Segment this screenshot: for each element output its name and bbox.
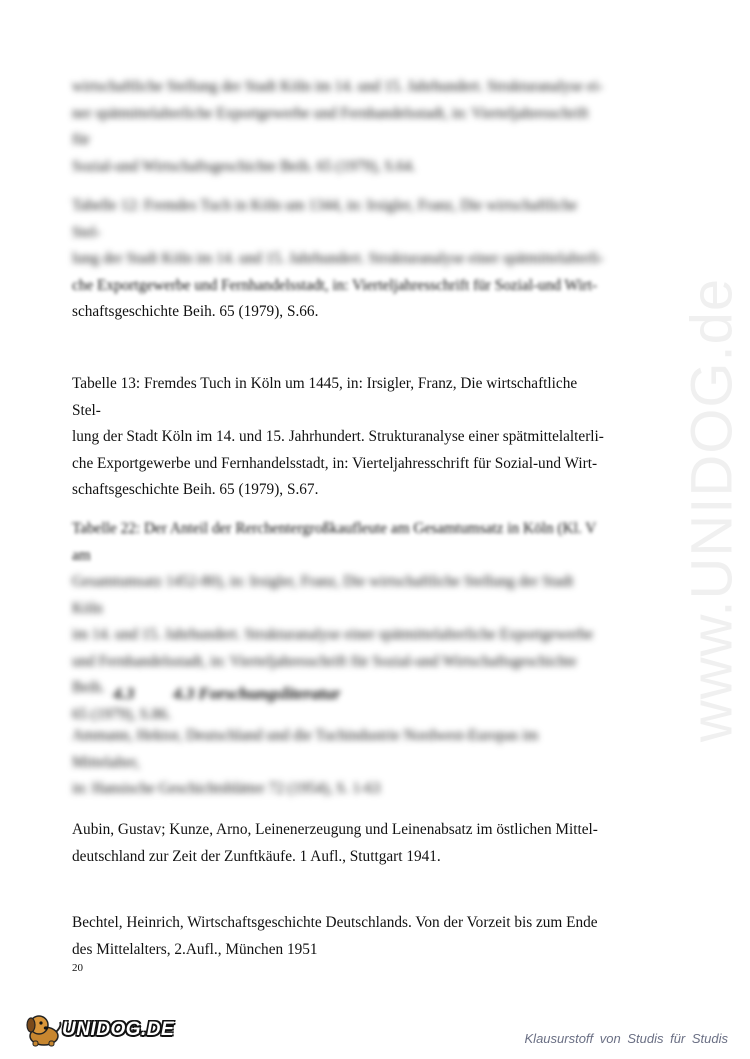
blurred-citation-top: [72, 74, 607, 180]
citation-ammann: [72, 723, 607, 803]
section-title: 4.3 Forschungsliteratur: [173, 684, 341, 703]
text-line: Bechtel, Heinrich, Wirtschaftsgeschichte Deutschlands. Von der Vorzeit bis zum Ende: [72, 914, 598, 931]
text-line: 65 (1979), S.86.: [72, 705, 172, 723]
footer-slogan: Klausurstoff von Studis für Studis: [524, 1031, 728, 1046]
text-line: lung der Stadt Köln im 14. und 15. Jahrhundert. Strukturanalyse einer spätmittelalterli-: [72, 428, 604, 445]
dog-icon: [22, 1012, 66, 1048]
text-line: im 14. und 15. Jahrhundert. Strukturanalyse einer spätmittelalterliche Exportgewerbe: [72, 626, 594, 643]
text-line: in: Hansische Geschichtsblätter 72 (1954), S. 1-63: [72, 780, 381, 797]
text-line: Tabelle 13: Fremdes Tuch in Köln um 1445, in: Irsigler, Franz, Die wirtschaftliche Stel-: [72, 375, 578, 419]
text-line: wirtschaftliche Stellung der Stadt Köln im 14. und 15. Jahrhundert. Strukturanalyse ei-: [72, 78, 604, 95]
section-heading: [113, 684, 340, 704]
page-number: 20: [72, 962, 83, 974]
text-line: ner spätmittelalterliche Exportgewerbe und Fernhandelsstadt, in: Vierteljahresschrift für: [72, 104, 589, 148]
text-line: deutschland zur Zeit der Zunftkäufe. 1 Aufl., Stuttgart 1941.: [72, 847, 441, 865]
citation-tabelle-12: [72, 193, 607, 326]
text-line: des Mittelalters, 2.Aufl., München 1951: [72, 940, 318, 958]
text-line: lung der Stadt Köln im 14. und 15. Jahrhundert. Strukturanalyse einer spätmittelalterli-: [72, 250, 604, 267]
logo-text: UNIDOG.DE: [62, 1019, 175, 1040]
text-line: Aubin, Gustav; Kunze, Arno, Leinenerzeugung und Leinenabsatz im östlichen Mittel-: [72, 821, 598, 838]
text-line: schaftsgeschichte Beih. 65 (1979), S.67.: [72, 481, 319, 498]
text-line: Sozial-und Wirtschaftsgeschichte Beih. 65 (1979), S.64.: [72, 157, 416, 175]
citation-tabelle-13: [72, 371, 607, 504]
text-line: Ammann, Hektor, Deutschland und die Tuchindustrie Nordwest-Europas im Mittelalter,: [72, 727, 539, 771]
section-number: 4.3: [113, 684, 135, 703]
citation-aubin: [72, 817, 607, 870]
text-line: schaftsgeschichte Beih. 65 (1979), S.66.: [72, 303, 319, 320]
citation-bechtel: [72, 910, 607, 963]
text-line: Gesamtumsatz 1452-80), in: Irsigler, Franz, Die wirtschaftliche Stellung der Stadt Köln: [72, 573, 574, 617]
text-line: che Exportgewerbe und Fernhandelsstadt, in: Vierteljahresschrift für Sozial-und Wirt-: [72, 276, 598, 294]
text-line: Tabelle 12: Fremdes Tuch in Köln um 1344, in: Irsigler, Franz, Die wirtschaftliche Stel-: [72, 197, 578, 241]
text-line: Tabelle 22: Der Anteil der Rerchentergroßkaufleute am Gesamtumsatz in Köln (Kl. V am: [72, 520, 596, 564]
watermark-text: www.UNIDOG.de: [679, 277, 745, 743]
unidog-logo: [22, 1012, 174, 1048]
text-line: che Exportgewerbe und Fernhandelsstadt, in: Vierteljahresschrift für Sozial-und Wirt-: [72, 454, 598, 472]
text-line: und Fernhandelsstadt, in: Vierteljahresschrift für Sozial-und Wirtschaftsgeschichte Beih.: [72, 652, 577, 696]
